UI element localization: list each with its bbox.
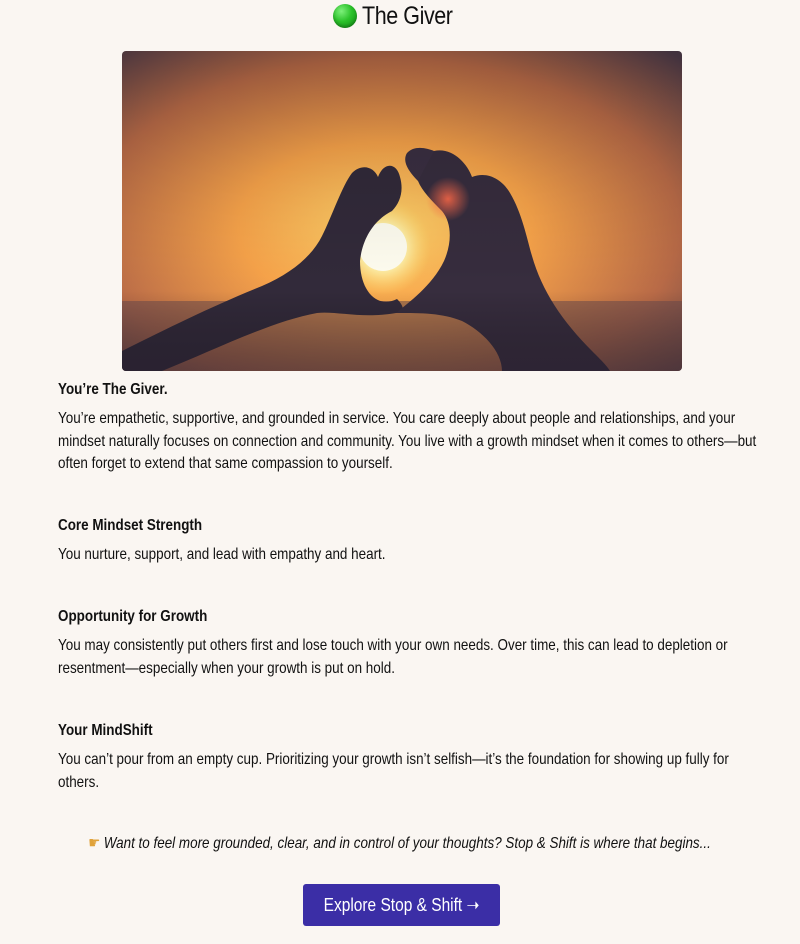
- green-circle-icon: [333, 4, 357, 28]
- section-heading: Your MindShift: [58, 722, 153, 739]
- section-body: You can’t pour from an empty cup. Prioritizing your growth isn’t selfish—it’s the foundation for showing up fully for others.: [58, 751, 729, 791]
- core-strength-section: [58, 514, 758, 567]
- intro-section: [58, 378, 758, 476]
- section-body: You may consistently put others first and lose touch with your own needs. Over time, this can lead to depletion or resentment—especially when your growth is put on hold.: [58, 637, 728, 677]
- section-body: You nurture, support, and lead with empathy and heart.: [58, 546, 386, 563]
- cta-prompt-text: Want to feel more grounded, clear, and in control of your thoughts? Stop & Shift is where that begins...: [104, 835, 712, 852]
- page-title: The Giver: [361, 1, 453, 30]
- section-heading: Core Mindset Strength: [58, 517, 203, 534]
- explore-button-label: Explore Stop & Shift ➝: [323, 894, 480, 915]
- intro-body: You’re empathetic, supportive, and grounded in service. You care deeply about people and relationships, and your mindset naturally focuses on connection and community. You live with a growth mindset when it comes to others—but often forget to extend that same compassion to yourself.: [58, 410, 757, 472]
- title-row: [0, 0, 800, 32]
- cta-prompt: [0, 831, 800, 857]
- explore-stop-shift-button[interactable]: [303, 884, 500, 926]
- pointing-hand-icon: ☛: [88, 835, 101, 852]
- section-heading: Opportunity for Growth: [58, 608, 208, 625]
- growth-opportunity-section: [58, 605, 758, 680]
- intro-heading: You’re The Giver.: [58, 381, 168, 398]
- mindshift-section: [58, 719, 758, 794]
- hands-heart-sunset-image: [122, 51, 682, 371]
